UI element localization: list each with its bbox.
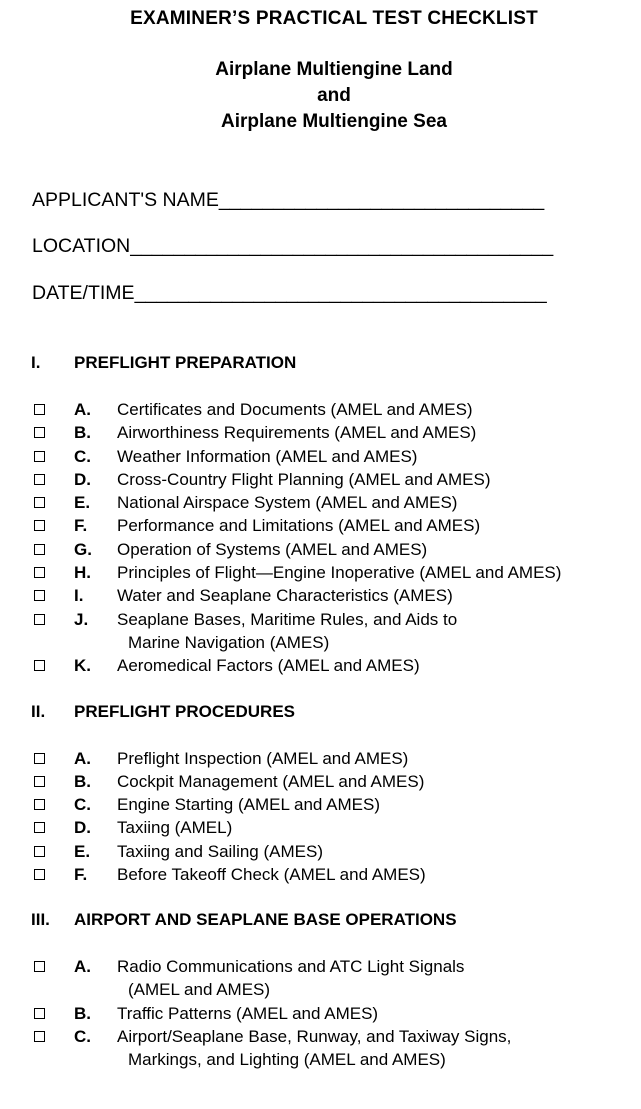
item-text: Water and Seaplane Characteristics (AMES) xyxy=(117,586,453,605)
item-text: Cockpit Management (AMEL and AMES) xyxy=(117,772,425,791)
checkbox[interactable] xyxy=(34,869,45,880)
checkbox[interactable] xyxy=(34,520,45,531)
item-letter: A. xyxy=(74,957,91,976)
checkbox[interactable] xyxy=(34,1031,45,1042)
item-text: Airworthiness Requirements (AMEL and AMES) xyxy=(117,423,477,442)
checkbox[interactable] xyxy=(34,404,45,415)
section-title: PREFLIGHT PREPARATION xyxy=(74,353,297,372)
section-number: III. xyxy=(31,910,50,929)
checkbox[interactable] xyxy=(34,776,45,787)
item-text: Certificates and Documents (AMEL and AMES) xyxy=(117,400,473,419)
checkbox[interactable] xyxy=(34,961,45,972)
item-text: Seaplane Bases, Maritime Rules, and Aids to xyxy=(117,610,458,629)
checkbox[interactable] xyxy=(34,822,45,833)
item-letter: E. xyxy=(74,493,91,512)
item-text: Traffic Patterns (AMEL and AMES) xyxy=(117,1004,379,1023)
item-text: Taxiing and Sailing (AMES) xyxy=(117,842,323,861)
checkbox[interactable] xyxy=(34,474,45,485)
item-text: Taxiing (AMEL) xyxy=(117,818,233,837)
location-field[interactable] xyxy=(32,235,553,258)
item-letter: A. xyxy=(74,400,91,419)
applicant-name-line: ______________________________ xyxy=(218,189,545,211)
document-subtitle-2: and xyxy=(317,85,351,106)
item-letter: J. xyxy=(74,610,89,629)
item-letter: B. xyxy=(74,772,91,791)
checkbox[interactable] xyxy=(34,451,45,462)
section-title: AIRPORT AND SEAPLANE BASE OPERATIONS xyxy=(74,910,457,929)
item-text: Principles of Flight—Engine Inoperative (AMEL and AMES) xyxy=(117,563,562,582)
checkbox[interactable] xyxy=(34,567,45,578)
item-letter: C. xyxy=(74,795,91,814)
section-number: II. xyxy=(31,702,46,721)
date-time-field[interactable] xyxy=(32,282,547,305)
item-letter: B. xyxy=(74,1004,91,1023)
item-text: National Airspace System (AMEL and AMES) xyxy=(117,493,458,512)
item-text: Preflight Inspection (AMEL and AMES) xyxy=(117,749,409,768)
section-heading xyxy=(31,910,457,930)
checkbox[interactable] xyxy=(34,799,45,810)
date-time-line: ______________________________________ xyxy=(134,282,547,304)
date-time-label: DATE/TIME xyxy=(32,282,135,304)
checklist-item-continuation: Marine Navigation (AMES) xyxy=(128,633,330,652)
item-text: Performance and Limitations (AMEL and AMES) xyxy=(117,516,481,535)
checklist-item-continuation: Markings, and Lighting (AMEL and AMES) xyxy=(128,1050,446,1069)
item-text: Operation of Systems (AMEL and AMES) xyxy=(117,540,428,559)
item-letter: C. xyxy=(74,1027,91,1046)
section-title: PREFLIGHT PROCEDURES xyxy=(74,702,296,721)
item-letter: B. xyxy=(74,423,91,442)
checkbox[interactable] xyxy=(34,427,45,438)
section-heading xyxy=(31,353,296,373)
checkbox[interactable] xyxy=(34,753,45,764)
applicant-name-label: APPLICANT'S NAME xyxy=(32,189,219,211)
checkbox[interactable] xyxy=(34,614,45,625)
item-letter: F. xyxy=(74,516,88,535)
item-letter: E. xyxy=(74,842,91,861)
checkbox[interactable] xyxy=(34,660,45,671)
applicant-name-field[interactable] xyxy=(32,189,544,212)
item-letter: C. xyxy=(74,447,91,466)
item-letter: A. xyxy=(74,749,91,768)
checkbox[interactable] xyxy=(34,497,45,508)
document-title: EXAMINER’S PRACTICAL TEST CHECKLIST xyxy=(130,8,538,29)
item-letter: D. xyxy=(74,818,91,837)
checkbox[interactable] xyxy=(34,544,45,555)
item-text: Airport/Seaplane Base, Runway, and Taxiway Signs, xyxy=(117,1027,512,1046)
item-letter: I. xyxy=(74,586,84,605)
location-label: LOCATION xyxy=(32,235,131,257)
item-text: Cross-Country Flight Planning (AMEL and AMES) xyxy=(117,470,491,489)
item-text: Radio Communications and ATC Light Signals xyxy=(117,957,465,976)
item-letter: F. xyxy=(74,865,88,884)
item-text: Before Takeoff Check (AMEL and AMES) xyxy=(117,865,426,884)
item-text: Engine Starting (AMEL and AMES) xyxy=(117,795,381,814)
item-text: Weather Information (AMEL and AMES) xyxy=(117,447,418,466)
checkbox[interactable] xyxy=(34,590,45,601)
section-heading xyxy=(31,702,295,722)
checkbox[interactable] xyxy=(34,846,45,857)
item-letter: D. xyxy=(74,470,91,489)
document-subtitle-1: Airplane Multiengine Land xyxy=(215,59,453,80)
checkbox[interactable] xyxy=(34,1008,45,1019)
checklist-item-continuation: (AMEL and AMES) xyxy=(128,980,271,999)
location-line: _______________________________________ xyxy=(130,235,554,257)
item-letter: G. xyxy=(74,540,92,559)
section-number: I. xyxy=(31,353,41,372)
document-subtitle-3: Airplane Multiengine Sea xyxy=(221,111,447,132)
item-letter: H. xyxy=(74,563,91,582)
item-letter: K. xyxy=(74,656,91,675)
item-text: Aeromedical Factors (AMEL and AMES) xyxy=(117,656,420,675)
